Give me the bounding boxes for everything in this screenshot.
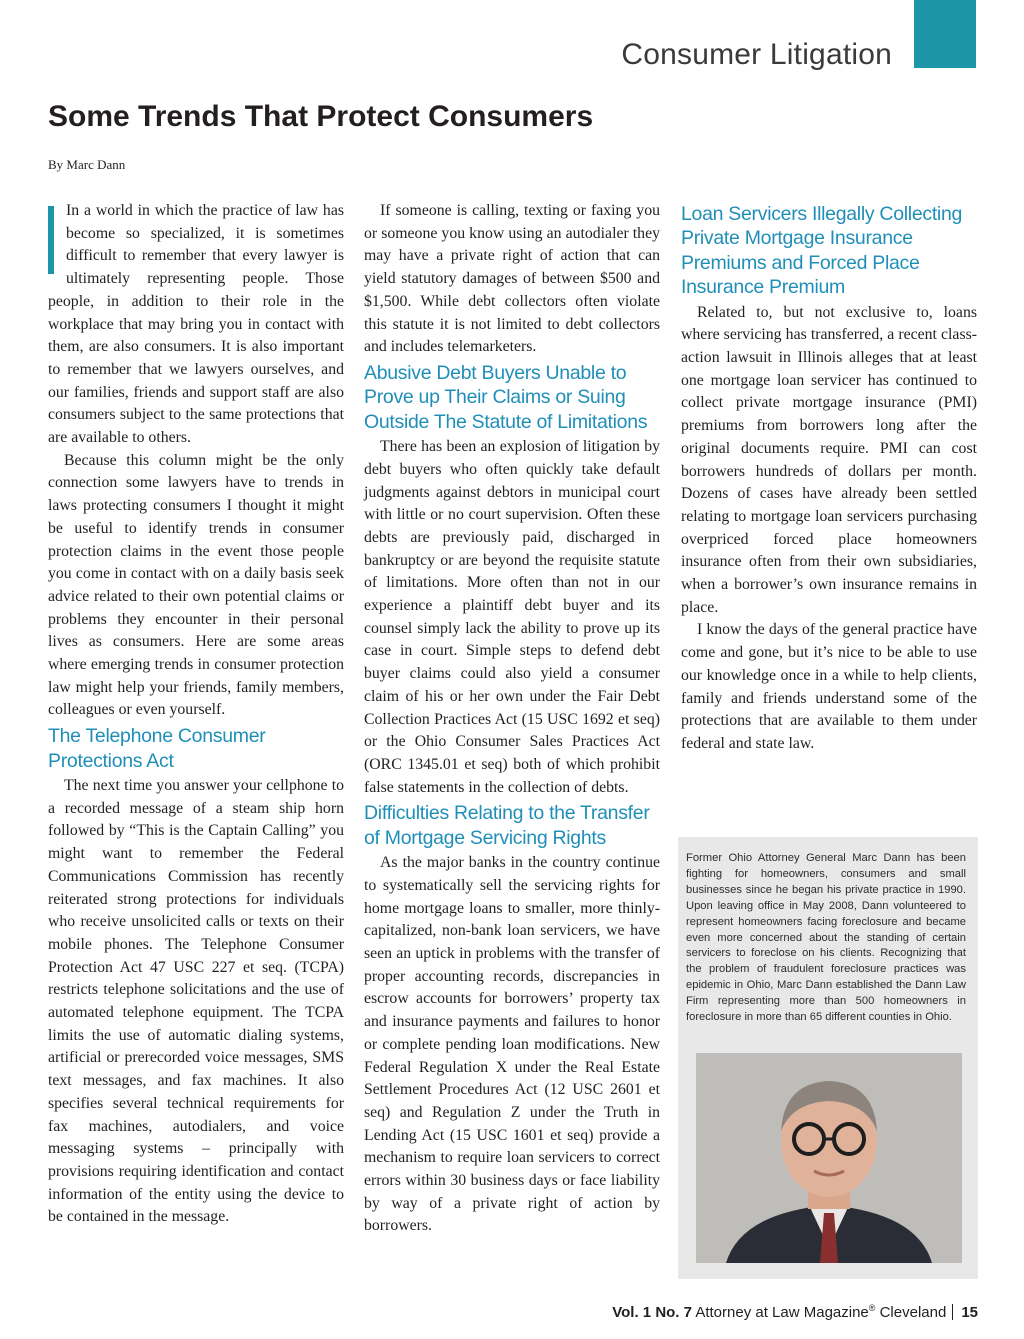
paragraph: I know the days of the general practice have come and gone, but it’s nice to be able to use our knowledge once in a while to help clients, family and friends understand some of the protections that are available to them under federal and state law. xyxy=(681,621,977,752)
paragraph-intro: In a world in which the practice of law has become so specialized, it is sometimes difficult to remember that every lawyer is ultimately representing people. Those people, in addition to their role in the workplace that may bring you in contact with them, are also consumers. It is also important to remember that we lawyers ourselves, and our families, friends and support staff are also consumers subject to the same protections that are available to others. xyxy=(48,202,344,447)
article-title: Some Trends That Protect Consumers xyxy=(48,100,594,133)
page-footer xyxy=(612,1303,978,1321)
registered-mark: ® xyxy=(868,1303,876,1313)
paragraph: Related to, but not exclusive to, loans where servicing has transferred, a recent class-action lawsuit in Illinois alleges that at least one mortgage loan servicer has continued to collect private mortgage insurance (PMI) premiums from borrowers long after the original documents require. PMI can cost borrowers hundreds of dollars per month. Dozens of cases have already been settled relating to mortgage loan servicers purchasing overpriced forced place homeowners insurance often from their own subsidiaries, when a borrower’s own insurance remains in place. xyxy=(681,303,977,616)
subheading-tcpa: The Telephone Consumer Protections Act xyxy=(48,725,266,772)
paragraph: Because this column might be the only connection some lawyers have to trends in laws protecting consumers I thought it might be useful to identify trends in consumer protection claims in the event those people you come in contact with on a daily basis seek advice related to their own potential claims or problems they encounter in their personal lives as consumers. Here are some areas where emerging trends in consumer protection law might help your friends, family members, colleagues or even yourself. xyxy=(48,451,344,719)
paragraph: If someone is calling, texting or faxing you or someone you know using an autodialer they may have a private right of action that can yield statutory damages of between $500 and $1,500. While debt collectors often violate this statute it is not limited to debt collectors and includes telemarketers. xyxy=(364,202,660,356)
subheading-pmi: Loan Servicers Illegally Collecting Private Mortgage Insurance Premiums and Forced Place Insurance Premium xyxy=(681,203,963,299)
article-column-3 xyxy=(681,200,977,756)
subheading-servicing-rights: Difficulties Relating to the Transfer of Mortgage Servicing Rights xyxy=(364,802,650,849)
author-portrait xyxy=(696,1053,962,1263)
paragraph: As the major banks in the country continue to systematically sell the servicing rights for home mortgage loans to smaller, more thinly-capitalized, non-bank loan servicers, we have seen an uptick in problems with the transfer of proper accounting records, discrepancies in escrow accounts for borrowers’ property tax and insurance payments and failures to honor or complete pending loan modifications. New Federal Regulation X under the Real Estate Settlement Procedures Act (12 USC 2601 et seq) and Regulation Z under the Truth in Lending Act (15 USC 1601 et seq) provide a mechanism to require loan servicers to correct errors within 30 business days or face liability by way of a private right of action by borrowers. xyxy=(364,854,660,1235)
author-bio-box xyxy=(678,837,978,1279)
article-column-1 xyxy=(48,200,344,1229)
drop-cap-bar xyxy=(48,206,54,274)
author-bio-text: Former Ohio Attorney General Marc Dann has been fighting for homeowners, consumers and small businesses since he began his private practice in 1990. Upon leaving office in May 2008, Dann volunteered to represent homeowners facing foreclosure and became even more concerned about the standing of certain servicers to foreclose on his clients. Recognizing that the problem of fraudulent foreclosure practices was epidemic in Ohio, Marc Dann established the Dann Law Firm representing more than 500 homeowners in foreclosure in more than 65 different counties in Ohio. xyxy=(686,852,966,1024)
subheading-debt-buyers: Abusive Debt Buyers Unable to Prove up Their Claims or Suing Outside The Statute of Limitations xyxy=(364,361,648,433)
paragraph: The next time you answer your cellphone to a recorded message of a steam ship horn followed by “This is the Captain Calling” you might want to remember the Federal Communications Commission has recently reiterated strong protections for individuals who receive unsolicited calls or texts on their mobile phones. The Telephone Consumer Protection Act 47 USC 227 et seq. (TCPA) restricts telephone solicitations and the use of automated telephone equipment. The TCPA limits the use of automatic dialing systems, artificial or prerecorded voice messages, SMS text messages, and fax machines. It also specifies several technical requirements for fax machines, autodialers, and voice messaging systems – principally with provisions requiring identification and contact information of the entity using the device to be contained in the message. xyxy=(48,776,344,1226)
footer-divider xyxy=(952,1304,953,1320)
paragraph: There has been an explosion of litigation by debt buyers who often quickly take default judgments against debtors in municipal court with little or no court supervision. Often these debts are previously paid, discharged in bankruptcy or are beyond the requisite statute of limitations. More often than not in our experience a plaintiff debt buyer and its counsel simply lack the ability to prove up its case in court. Simple steps to defend debt buyer claims could also yield a consumer claim of his or her own under the Fair Debt Collection Practices Act (15 USC 1692 et seq) or the Ohio Consumer Sales Practices Act (ORC 1345.01 et seq) both of which prohibit false statements in the collection of debts. xyxy=(364,438,660,796)
byline: By Marc Dann xyxy=(48,157,126,172)
footer-volume: Vol. 1 No. 7 xyxy=(612,1304,692,1321)
author-portrait-image xyxy=(696,1053,962,1263)
footer-city: Cleveland xyxy=(879,1304,947,1321)
section-color-tab xyxy=(914,0,976,68)
section-title: Consumer Litigation xyxy=(621,38,892,71)
article-column-2 xyxy=(364,200,660,1238)
page-number: 15 xyxy=(961,1304,978,1321)
footer-magazine: Attorney at Law Magazine xyxy=(695,1304,869,1321)
